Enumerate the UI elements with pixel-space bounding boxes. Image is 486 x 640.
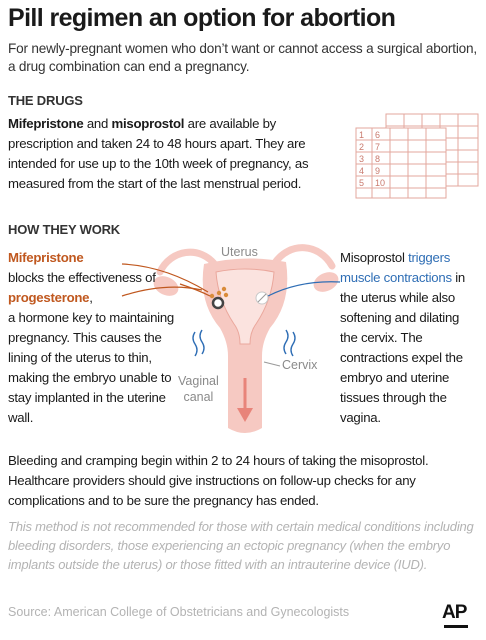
ap-logo-underline bbox=[444, 625, 468, 628]
drugs-heading: THE DRUGS bbox=[8, 93, 83, 108]
calendar-day-4: 4 bbox=[359, 166, 365, 176]
calendar-day-3: 3 bbox=[359, 154, 365, 164]
subtitle: For newly-pregnant women who don’t want or cannot access a surgical abortion, a drug combination can end a pregnancy. bbox=[8, 41, 477, 74]
progesterone-dot bbox=[217, 291, 221, 295]
misoprostol-text: in the uterus while also softening and dilating the cervix. The contractions expel the embryo and uterine tissues through the vagina. bbox=[340, 270, 465, 425]
progesterone-term: progesterone bbox=[8, 290, 90, 305]
drugs-conjunction: and bbox=[83, 116, 112, 131]
page-title: Pill regimen an option for abortion bbox=[8, 4, 396, 32]
calendar-day-10: 10 bbox=[375, 178, 386, 188]
ap-logo: AP bbox=[442, 602, 467, 623]
embryo-icon bbox=[213, 298, 223, 308]
calendar-day-2: 2 bbox=[359, 142, 365, 152]
cervix-label: Cervix bbox=[282, 358, 318, 372]
mifepristone-text1: blocks the effectiveness of bbox=[8, 270, 156, 285]
calendar-day-1: 1 bbox=[359, 130, 365, 140]
mifepristone-text2: a hormone key to maintaining pregnancy. This causes the lining of the uterus to thin, making the embryo unable to stay implanted in the uterine wall. bbox=[8, 310, 175, 425]
mifepristone-explanation bbox=[8, 248, 180, 428]
calendar-day-9: 9 bbox=[375, 166, 381, 176]
progesterone-comma: , bbox=[89, 290, 93, 305]
source-line: Source: American College of Obstetricians and Gynecologists bbox=[8, 605, 350, 619]
calendar-day-6: 6 bbox=[375, 130, 381, 140]
calendar-icon bbox=[352, 112, 480, 204]
uterus-label: Uterus bbox=[221, 245, 258, 259]
misoprostol-explanation bbox=[340, 248, 480, 428]
drug-name-mifepristone: Mifepristone bbox=[8, 116, 84, 131]
drug-name-misoprostol: misoprostol bbox=[111, 116, 185, 131]
mifepristone-heading: Mifepristone bbox=[8, 250, 84, 265]
warning-note: This method is not recommended for those with certain medical conditions including bleeding disorders, those experiencing an ectopic pregnancy (when the embryo implants outside the uterus) or those fitted with an intrauterine device (IUD). bbox=[8, 519, 474, 572]
calendar-day-7: 7 bbox=[375, 142, 381, 152]
calendar-day-8: 8 bbox=[375, 154, 381, 164]
vaginal-label-line1: Vaginal bbox=[178, 374, 219, 388]
drugs-description: are available by prescription and taken 24 to 48 hours apart. They are intended for use up to the 10th week of pregnancy, as measured from the start of the last menstrual period. bbox=[8, 116, 309, 191]
misoprostol-heading: Misoprostol bbox=[340, 250, 405, 265]
drugs-paragraph bbox=[8, 114, 338, 194]
muscle-contractions-term: triggers muscle contractions bbox=[340, 250, 452, 285]
calendar-day-5: 5 bbox=[359, 178, 365, 188]
progesterone-dot bbox=[224, 293, 228, 297]
progesterone-dot bbox=[222, 287, 226, 291]
how-heading: HOW THEY WORK bbox=[8, 222, 120, 237]
progesterone-dot bbox=[210, 294, 214, 298]
vaginal-label-line2: canal bbox=[183, 390, 214, 404]
cervix-pointer-line bbox=[264, 362, 280, 366]
bleeding-paragraph: Bleeding and cramping begin within 2 to 24 hours of taking the misoprostol. Healthcare providers should give instructions on follow-up checks for any complications and to be sure the pregnancy has ended. bbox=[8, 453, 429, 508]
vaginal-canal-label bbox=[178, 373, 219, 405]
